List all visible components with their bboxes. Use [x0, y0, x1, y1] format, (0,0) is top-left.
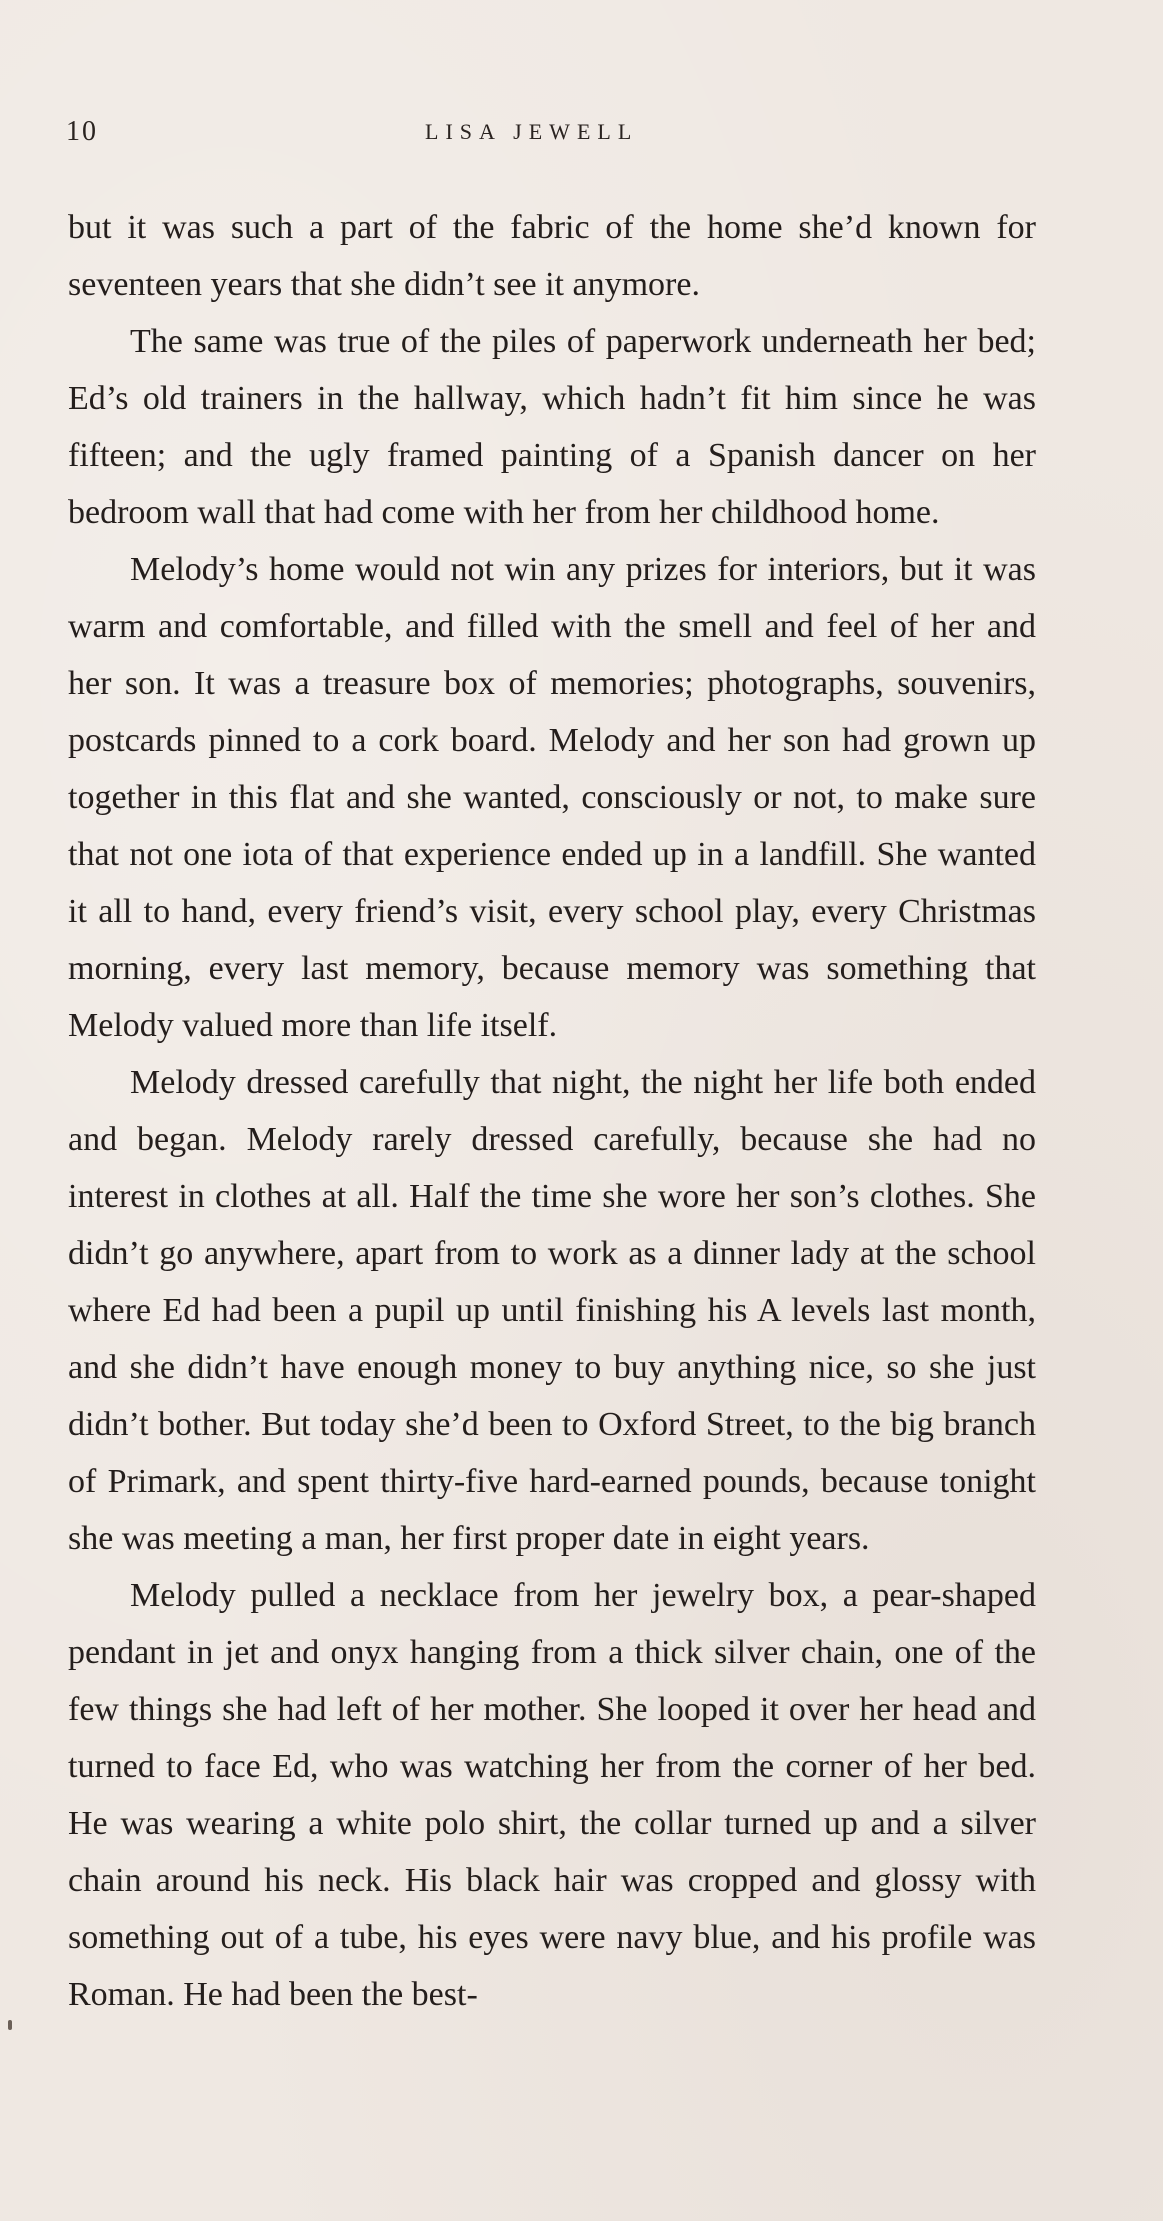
body-text	[68, 199, 1036, 2023]
paragraph: but it was such a part of the fabric of the home she’d known for seventeen years that she didn’t see it anymore.	[68, 209, 1036, 303]
page-header	[0, 116, 1163, 156]
paragraph: The same was true of the piles of paperwork underneath her bed; Ed’s old trainers in the hallway, which hadn’t fit him since he was fifteen; and the ugly framed painting of a Spanish dancer on her bedroom wall that had come with her from her childhood home.	[68, 323, 1036, 531]
paragraph: Melody pulled a necklace from her jewelry box, a pear-shaped pendant in jet and onyx hanging from a thick silver chain, one of the few things she had left of her mother. She looped it over her head and turned to face Ed, who was watching her from the corner of her bed. He was wearing a white polo shirt, the collar turned up and a silver chain around his neck. His black hair was cropped and glossy with something out of a tube, his eyes were navy blue, and his profile was Roman. He had been the best-	[68, 1577, 1036, 2013]
paragraph: Melody dressed carefully that night, the night her life both ended and began. Melody rarely dressed carefully, because she had no interest in clothes at all. Half the time she wore her son’s clothes. She didn’t go anywhere, apart from to work as a dinner lady at the school where Ed had been a pupil up until finishing his A levels last month, and she didn’t have enough money to buy anything nice, so she just didn’t bother. But today she’d been to Oxford Street, to the big branch of Primark, and spent thirty-five hard-earned pounds, because tonight she was meeting a man, her first proper date in eight years.	[68, 1064, 1036, 1557]
paragraph: Melody’s home would not win any prizes for interiors, but it was warm and comfortable, and filled with the smell and feel of her and her son. It was a treasure box of memories; photographs, souvenirs, postcards pinned to a cork board. Melody and her son had grown up together in this flat and she wanted, consciously or not, to make sure that not one iota of that experience ended up in a landfill. She wanted it all to hand, every friend’s visit, every school play, every Christmas morning, every last memory, because memory was something that Melody valued more than life itself.	[68, 551, 1036, 1044]
scan-speck	[8, 2020, 12, 2030]
running-head: LISA JEWELL	[425, 119, 639, 144]
page-number: 10	[66, 116, 98, 147]
